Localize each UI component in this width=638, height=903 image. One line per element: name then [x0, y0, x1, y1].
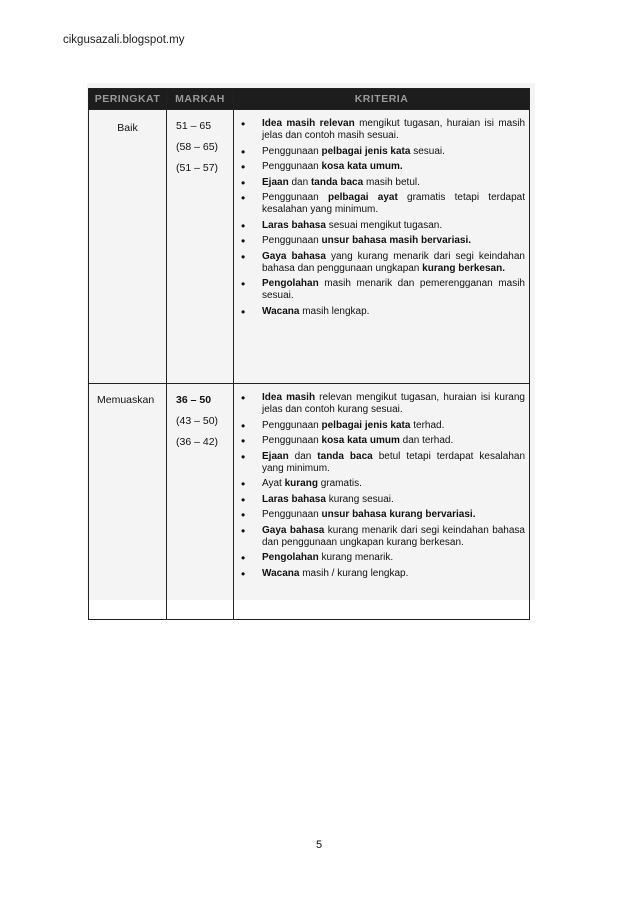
criteria-keyword: pelbagai ayat: [327, 192, 398, 203]
criteria-text: kurang menarik dari segi keindahan bahasa dan penggunaan ungkapan kurang berkesan.: [262, 524, 525, 548]
criteria-keyword: Wacana: [262, 305, 300, 317]
criteria-text: relevan mengikut tugasan, huraian isi kurang jelas dan contoh kurang sesuai.: [262, 392, 525, 415]
level-label: Memuaskan: [97, 394, 155, 406]
criteria-text: gramatis.: [317, 478, 362, 489]
table-header-row: [89, 89, 530, 110]
criteria-text: sesuai.: [410, 145, 445, 157]
marks-subrange: (58 – 65): [176, 141, 219, 153]
header-markah: MARKAH: [167, 89, 234, 110]
table-row: [89, 110, 530, 384]
header-peringkat: PERINGKAT: [89, 89, 167, 110]
criteria-item: [234, 306, 525, 318]
criteria-item: [234, 420, 525, 432]
marks-subrange: (43 – 50): [176, 415, 219, 427]
criteria-keyword: Wacana: [262, 567, 300, 579]
criteria-item: [234, 118, 525, 142]
criteria-text: mengikut tugasan, huraian isi masih jelas dan contoh masih sesuai.: [262, 118, 526, 141]
criteria-text: Penggunaan: [262, 235, 322, 246]
criteria-keyword: pelbagai jenis kata: [321, 145, 411, 157]
criteria-keyword: tanda baca: [310, 176, 364, 188]
criteria-text: masih menarik dan pemerengganan masih sesuai.: [262, 278, 525, 301]
marks-subrange: (36 – 42): [176, 436, 219, 448]
criteria-keyword: Laras bahasa: [262, 219, 326, 231]
criteria-item: [234, 235, 525, 247]
criteria-item: [234, 494, 525, 506]
criteria-item: [234, 146, 525, 158]
criteria-keyword: unsur bahasa kurang bervariasi.: [321, 509, 476, 520]
criteria-item: [234, 392, 525, 416]
site-url: cikgusazali.blogspot.my: [63, 34, 185, 46]
criteria-keyword: Pengolahan: [262, 278, 319, 289]
criteria-keyword: tanda baca: [317, 450, 373, 462]
criteria-text: terhad.: [410, 419, 445, 431]
criteria-item: [234, 451, 525, 475]
criteria-text: dan: [288, 450, 318, 462]
criteria-item: [234, 192, 525, 216]
criteria-keyword: unsur bahasa masih bervariasi.: [321, 235, 472, 246]
criteria-text: masih / kurang lengkap.: [299, 567, 409, 579]
header-kriteria: KRITERIA: [234, 89, 530, 110]
criteria-keyword: Laras bahasa: [262, 493, 326, 505]
criteria-item: [234, 435, 525, 447]
criteria-keyword: Ejaan: [262, 176, 289, 188]
level-cell: [89, 384, 167, 620]
criteria-text: Ayat: [262, 478, 285, 489]
criteria-keyword: Idea masih relevan: [262, 118, 355, 129]
criteria-keyword: kosa kata umum.: [321, 161, 403, 172]
page-number: 5: [315, 839, 323, 851]
criteria-item: [234, 525, 525, 549]
criteria-text: masih lengkap.: [299, 305, 370, 317]
marks-cell: [167, 384, 234, 620]
criteria-text: Penggunaan: [262, 192, 328, 203]
criteria-text: dan: [288, 176, 311, 188]
criteria-text: masih betul.: [363, 176, 420, 188]
criteria-item: [234, 278, 525, 302]
criteria-keyword: pelbagai jenis kata: [321, 419, 411, 431]
criteria-text: Penggunaan: [262, 419, 322, 431]
criteria-item: [234, 478, 525, 490]
criteria-keyword: Ejaan: [262, 450, 289, 462]
criteria-text: betul tetapi terdapat kesalahan yang minimum.: [262, 450, 526, 474]
criteria-item: [234, 552, 525, 564]
criteria-text: sesuai mengikut tugasan.: [325, 219, 443, 231]
rubric-table: [88, 88, 530, 620]
criteria-text: Penggunaan: [262, 509, 322, 520]
criteria-cell: [234, 384, 530, 620]
criteria-text: Penggunaan: [262, 161, 322, 172]
criteria-keyword: Gaya bahasa: [262, 524, 325, 536]
criteria-text: kurang sesuai.: [325, 493, 394, 505]
marks-range: 51 – 65: [176, 120, 212, 132]
criteria-text: Penggunaan: [262, 145, 322, 157]
criteria-item: [234, 509, 525, 521]
criteria-keyword: kurang: [284, 478, 318, 489]
criteria-item: [234, 161, 525, 173]
level-cell: [89, 110, 167, 384]
table-row: [89, 384, 530, 620]
criteria-cell: [234, 110, 530, 384]
criteria-text: yang kurang menarik dari segi keindahan bahasa dan penggunaan ungkapan: [262, 250, 525, 274]
criteria-text: Penggunaan: [262, 435, 322, 446]
criteria-list: [234, 110, 529, 327]
criteria-text: kurang menarik.: [318, 552, 394, 563]
criteria-text: dan terhad.: [399, 435, 454, 446]
criteria-item: [234, 220, 525, 232]
criteria-item: [234, 177, 525, 189]
criteria-list: [234, 384, 529, 589]
marks-cell: [167, 110, 234, 384]
level-label: Baik: [117, 122, 138, 134]
criteria-keyword: Idea masih: [262, 392, 316, 403]
criteria-keyword: kosa kata umum: [321, 435, 400, 446]
criteria-keyword: kurang berkesan.: [422, 262, 505, 274]
criteria-item: [234, 568, 525, 580]
criteria-text: gramatis tetapi terdapat kesalahan yang minimum.: [262, 192, 526, 215]
marks-range: 36 – 50: [176, 394, 212, 406]
marks-subrange: (51 – 57): [176, 162, 219, 174]
criteria-keyword: Pengolahan: [262, 552, 319, 563]
criteria-keyword: Gaya bahasa: [262, 250, 326, 262]
criteria-item: [234, 251, 525, 275]
